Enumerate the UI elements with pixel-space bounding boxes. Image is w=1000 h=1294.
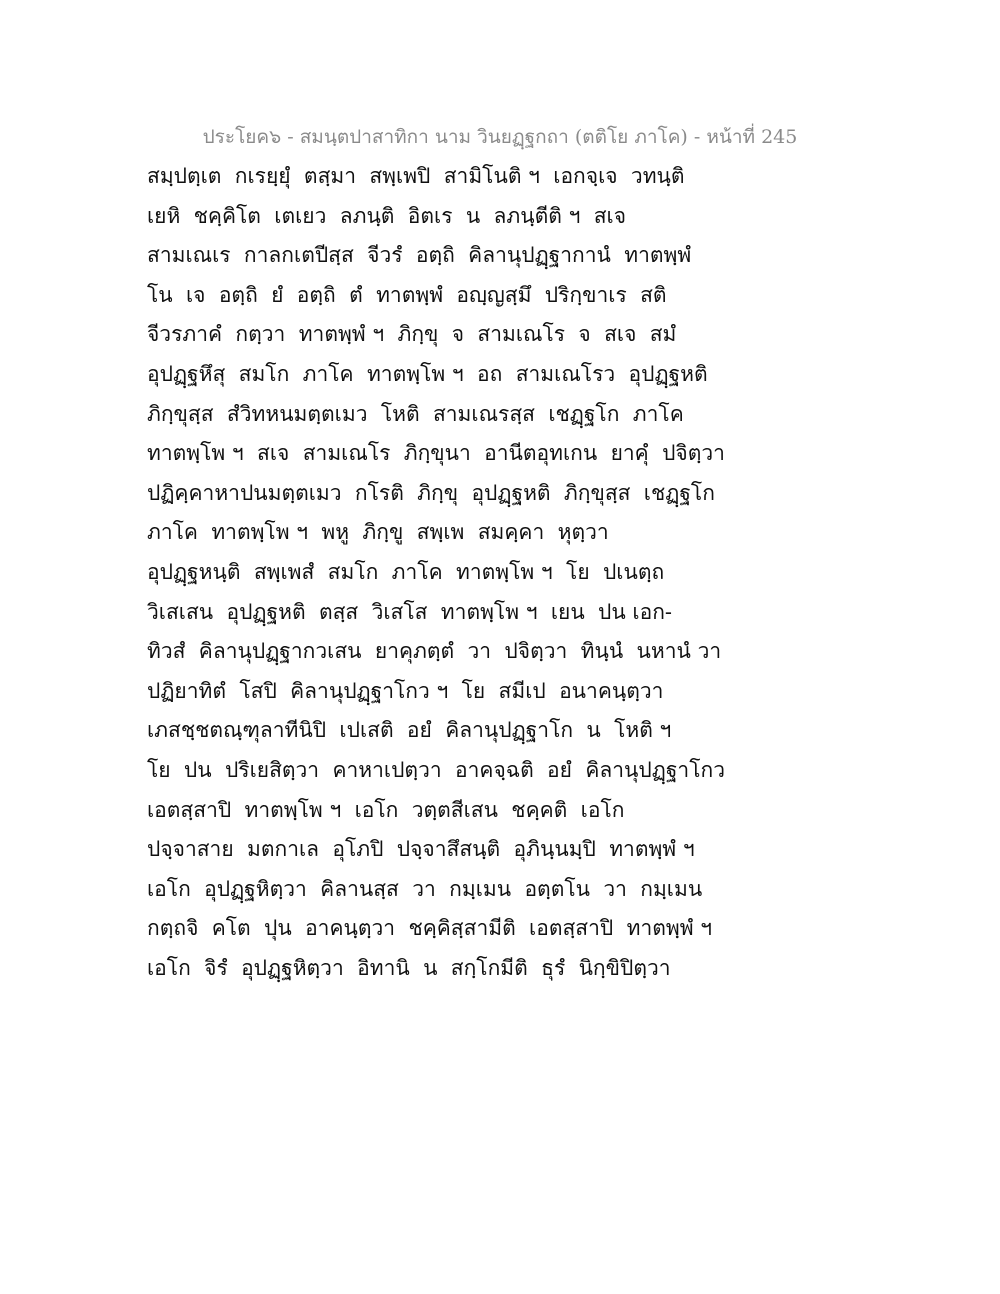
text-line: เภสชฺชตณฺฑุลาทีนิปิ เปเสติ อยํ คิลานุปฏฺฐาโก น โหติ ฯ xyxy=(147,718,672,743)
text-line: สามเณเร กาลกเตปีสฺส จีวรํ อตฺถิ คิลานุปฏฺฐากานํ ทาตพฺพํ xyxy=(147,243,692,268)
text-line: ภิกฺขุสฺส สํวิทหนมตฺตเมว โหติ สามเณรสฺส เชฏฺฐโก ภาโค xyxy=(147,401,684,426)
text-line: ทิวสํ คิลานุปฏฺฐากวเสน ยาคุภตฺตํ วา ปจิตฺวา ทินฺนํ นหานํ วา xyxy=(147,639,722,664)
text-line: โย ปน ปริเยสิตฺวา คาหาเปตฺวา อาคจฺฉติ อยํ คิลานุปฏฺฐาโกว xyxy=(147,757,725,782)
text-line: ทาตพฺโพ ฯ สเจ สามเณโร ภิกฺขุนา อานีตอุทเกน ยาคุํ ปจิตฺวา xyxy=(147,441,725,466)
text-line: วิเสเสน อุปฏฺฐหติ ตสฺส วิเสโส ทาตพฺโพ ฯ เยน ปน เอก- xyxy=(147,599,673,624)
text-line: สมฺปตฺเต กเรยฺยุํ ตสฺมา สพฺเพปิ สามิโนติ ฯ เอกจฺเจ วทนฺติ xyxy=(147,164,685,188)
text-line: ปฏิยาทิตํ โสปิ คิลานุปฏฺฐาโกว ฯ โย สมีเป อนาคนฺตฺวา xyxy=(147,678,664,703)
text-line: ปจฺจาสาย มตกาเล อุโภปิ ปจฺจาสึสนฺติ อุภินฺนมฺปิ ทาตพฺพํ ฯ xyxy=(147,837,695,862)
text-line: เอโก อุปฏฺฐหิตฺวา คิลานสฺส วา กมฺเมน อตฺตโน วา กมฺเมน xyxy=(147,876,703,901)
text-line: เอตสฺสาปิ ทาตพฺโพ ฯ เอโก วตฺตสีเสน ชคฺคติ เอโก xyxy=(147,797,625,822)
text-line: เอโก จิรํ อุปฏฺฐหิตฺวา อิทานิ น สกฺโกมีติ ธุรํ นิกฺขิปิตฺวา xyxy=(147,955,671,980)
body-text xyxy=(147,157,725,988)
text-line: จีวรภาคํ กตฺวา ทาตพฺพํ ฯ ภิกฺขุ จ สามเณโร จ สเจ สมํ xyxy=(147,322,677,347)
text-line: โน เจ อตฺถิ ยํ อตฺถิ ตํ ทาตพฺพํ อญฺญสฺมึ ปริกฺขาเร สติ xyxy=(147,282,667,307)
text-line: ปฏิคฺคาหาปนมตฺตเมว กโรติ ภิกฺขุ อุปฏฺฐหติ ภิกฺขุสฺส เชฏฺฐโก xyxy=(147,480,715,505)
text-line: กตฺถจิ คโต ปุน อาคนฺตฺวา ชคฺคิสฺสามีติ เอตสฺสาปิ ทาตพฺพํ ฯ xyxy=(147,916,713,941)
page-header: ประโยค๖ - สมนฺตปาสาทิกา นาม วินยฏฺฐกถา (ตติโย ภาโค) - หน้าที่ 245 xyxy=(202,126,798,148)
text-line: อุปฏฺฐหึสุ สมโก ภาโค ทาตพฺโพ ฯ อถ สามเณโรว อุปฏฺฐหติ xyxy=(147,361,708,386)
text-line: เยหิ ชคฺคิโต เตเยว ลภนฺติ อิตเร น ลภนฺตีติ ฯ สเจ xyxy=(147,203,627,228)
text-line: อุปฏฺฐหนฺติ สพฺเพสํ สมโก ภาโค ทาตพฺโพ ฯ โย ปเนตฺถ xyxy=(147,559,665,584)
text-line: ภาโค ทาตพฺโพ ฯ พหู ภิกฺขู สพฺเพ สมคฺคา หุตฺวา xyxy=(147,520,609,545)
